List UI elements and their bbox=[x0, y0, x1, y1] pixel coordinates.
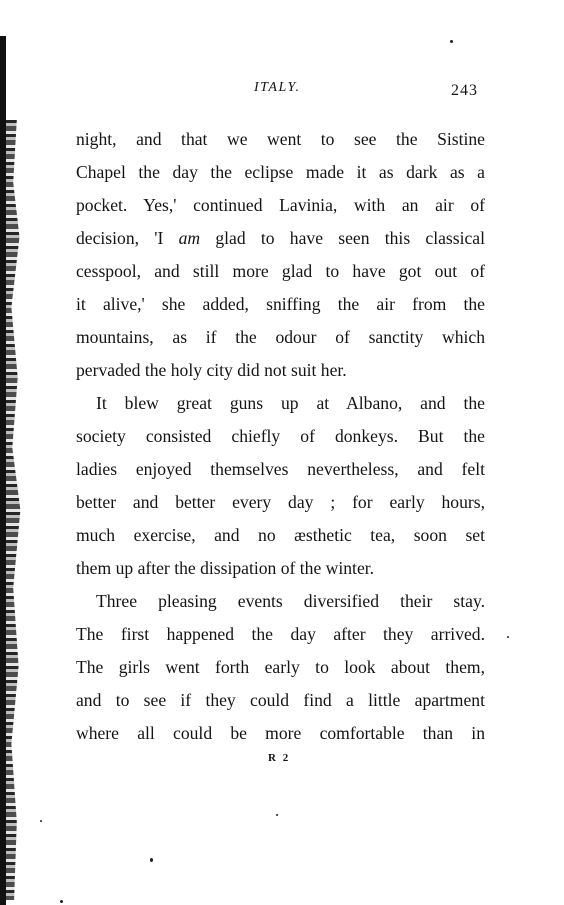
page-number: 243 bbox=[451, 82, 478, 99]
signature-mark: R 2 bbox=[268, 752, 291, 764]
text-line: mountains, as if the odour of sanctity which bbox=[76, 327, 485, 347]
text-line: decision, 'I am glad to have seen this classical bbox=[76, 228, 486, 248]
text-line: cesspool, and still more glad to have got out of bbox=[76, 261, 485, 281]
text-line: Chapel the day the eclipse made it as dark as a bbox=[76, 162, 485, 182]
ink-speck bbox=[150, 858, 153, 862]
ink-speck bbox=[507, 636, 509, 638]
text-line: night, and that we went to see the Sistine bbox=[76, 129, 485, 149]
text-line: much exercise, and no æsthetic tea, soon set bbox=[76, 525, 485, 545]
text-line: The first happened the day after they arrived. bbox=[76, 624, 485, 644]
text-line: Three pleasing events diversified their stay. bbox=[96, 591, 485, 611]
text-line: them up after the dissipation of the winter. bbox=[76, 558, 375, 578]
text-line: where all could be more comfortable than in bbox=[76, 723, 485, 743]
text-line: pervaded the holy city did not suit her. bbox=[76, 360, 347, 380]
ink-speck bbox=[40, 820, 42, 822]
text-line: better and better every day ; for early hours, bbox=[76, 492, 485, 512]
text-line: pocket. Yes,' continued Lavinia, with an air of bbox=[76, 195, 485, 215]
running-head bbox=[0, 80, 564, 102]
emphasis: am bbox=[178, 228, 201, 248]
binding-edge bbox=[0, 36, 6, 905]
text-line: and to see if they could find a little apartment bbox=[76, 690, 485, 710]
binding-shadow bbox=[6, 120, 24, 900]
body-text bbox=[76, 123, 485, 750]
text-line: society consisted chiefly of donkeys. But the bbox=[76, 426, 485, 446]
text-line: It blew great guns up at Albano, and the bbox=[96, 393, 485, 413]
ink-speck bbox=[60, 900, 63, 903]
text-line: ladies enjoyed themselves nevertheless, and felt bbox=[76, 459, 485, 479]
text-line: The girls went forth early to look about them, bbox=[76, 657, 485, 677]
text-line: it alive,' she added, sniffing the air from the bbox=[76, 294, 485, 314]
ink-speck bbox=[276, 814, 278, 816]
running-title: ITALY. bbox=[254, 80, 301, 95]
ink-speck bbox=[450, 40, 453, 43]
